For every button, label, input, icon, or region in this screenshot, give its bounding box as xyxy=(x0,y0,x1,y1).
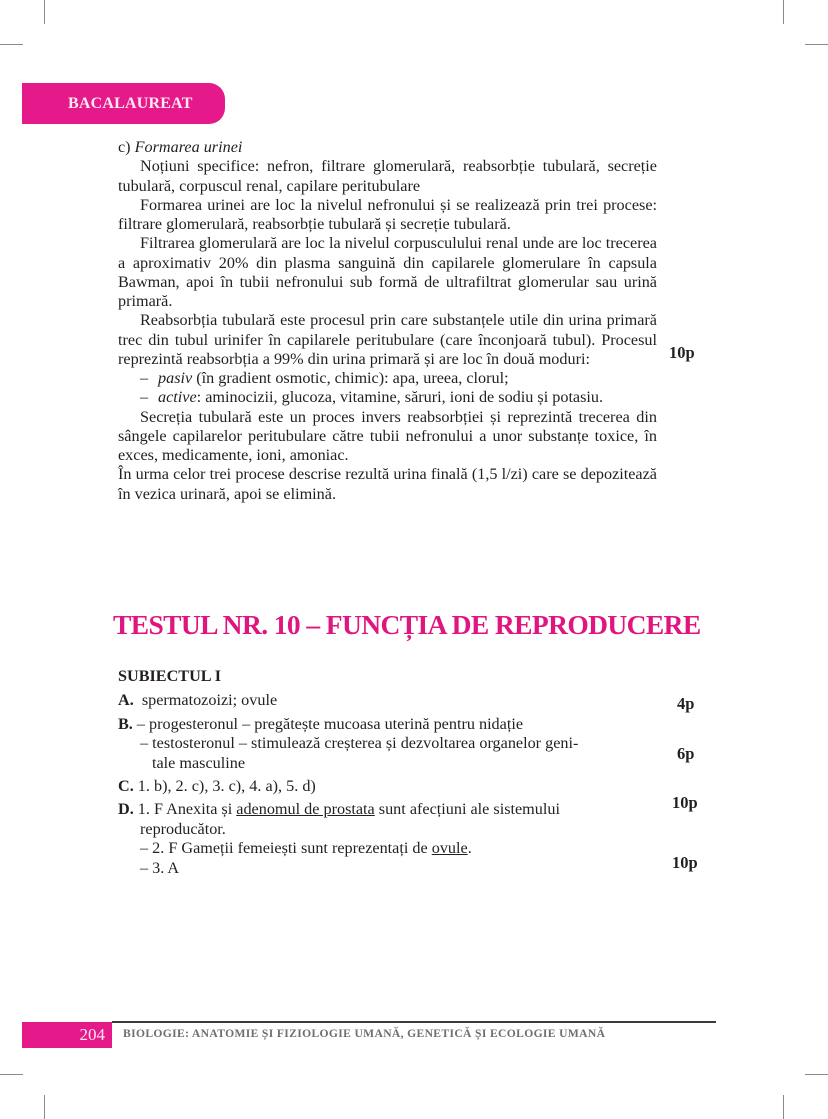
answer-text: – 2. F Gameții femeiești sunt reprezentați de xyxy=(140,839,432,858)
mode-text: (în gradient osmotic, chimic): apa, ureea, clorul; xyxy=(192,369,509,387)
section-title: Formarea urinei xyxy=(134,138,243,156)
crop-mark-bottom-left-h xyxy=(0,1074,23,1075)
paragraph-notions: Noțiuni specifice: nefron, filtrare glomerulară, reabsorbție tubulară, secreție tubulară, corpuscul renal, capilare peritubulare xyxy=(118,157,657,195)
section-label: c) xyxy=(118,138,131,156)
crop-mark-top-left-v xyxy=(44,0,45,24)
mode-term: pasiv xyxy=(158,369,193,387)
points-b: 6p xyxy=(677,744,695,763)
points-section-c: 10p xyxy=(669,343,695,362)
crop-mark-top-left-h xyxy=(0,44,23,45)
crop-mark-bottom-right-h xyxy=(805,1074,828,1075)
mode-term: active xyxy=(158,388,197,407)
answers-block xyxy=(118,667,658,882)
answer-line: – testosteronul – stimulează creșterea și dezvoltarea organelor geni- xyxy=(140,734,579,753)
answer-label: B. xyxy=(118,714,133,733)
banner-label: BACALAUREAT xyxy=(68,94,193,112)
answer-text: . xyxy=(467,839,472,858)
points-a: 4p xyxy=(677,694,695,713)
answer-text: spermatozoizi; ovule xyxy=(141,691,278,710)
answer-label: A. xyxy=(118,691,134,710)
mode-text: : aminocizii, glucoza, vitamine, săruri, ioni de sodiu și potasiu. xyxy=(196,388,604,407)
footer-rule xyxy=(112,1021,716,1023)
answer-text: sunt afecțiuni ale sistemului xyxy=(374,800,560,819)
answer-text: 1. b), 2. c), 3. c), 4. a), 5. d) xyxy=(137,777,316,796)
paragraph-conclusion: În urma celor trei procese descrise rezultă urina finală (1,5 l/zi) care se depozitează în vezica urinară, apoi se elimină. xyxy=(118,465,657,503)
answer-label: C. xyxy=(118,777,134,796)
answer-c xyxy=(118,777,658,796)
subject-heading: SUBIECTUL I xyxy=(118,667,222,685)
paragraph-reabsorption: Reabsorbția tubulară este procesul prin care substanțele utile din urina primară trec din tubul urinifer în capilarele peritubulare (care înconjoară tubul). Procesul reprezintă reabsorbția a 99% din urina primară și are loc în două moduri: xyxy=(118,311,657,368)
dash-bullet: – xyxy=(140,369,149,387)
crop-mark-top-right-h xyxy=(805,44,828,45)
underlined-term: adenomul de prostata xyxy=(236,800,375,819)
points-d: 10p xyxy=(672,853,698,872)
points-c: 10p xyxy=(672,793,698,812)
paragraph-intro: Formarea urinei are loc la nivelul nefronului și se realizează prin trei procese: filtrare glomerulară, reabsorbție tubulară și secreție tubulară. xyxy=(118,195,657,233)
crop-mark-top-right-v xyxy=(783,0,784,24)
answer-line xyxy=(118,839,658,858)
footer-book-title: BIOLOGIE: ANATOMIE ȘI FIZIOLOGIE UMANĂ, GENETICĂ ȘI ECOLOGIE UMANĂ xyxy=(123,1027,606,1040)
section-c-content xyxy=(118,138,657,504)
answer-b xyxy=(118,715,658,773)
answer-text: 1. F Anexita și xyxy=(137,800,237,819)
answer-d xyxy=(118,800,658,878)
answer-a xyxy=(118,691,658,710)
paragraph-filtration: Filtrarea glomerulară are loc la nivelul corpusculului renal unde are loc trecerea a aproximativ 20% din plasma sanguină din capilarele glomerulare în capsula Bawman, apoi în tubii nefronului sub formă de ultrafiltrat glomerular sau urină primară. xyxy=(118,234,657,310)
answer-line: reproducător. xyxy=(140,819,226,838)
answer-line: tale masculine xyxy=(152,753,246,772)
list-item-passive xyxy=(118,369,657,388)
underlined-term: ovule xyxy=(431,839,468,858)
page-number-box xyxy=(22,1022,112,1048)
paragraph-secretion: Secreția tubulară este un proces invers reabsorbției și reprezintă trecerea din sângele capilarelor peritubulare către tubii nefronului a unor substanțe toxice, în exces, medicamente, ioni, amoniac. xyxy=(118,407,657,464)
page-number: 204 xyxy=(79,1025,105,1044)
answer-line: – progesteronul – pregătește mucoasa uterină pentru nidație xyxy=(136,714,524,733)
dash-bullet: – xyxy=(140,388,149,407)
header-banner xyxy=(22,83,225,124)
answer-label: D. xyxy=(118,800,134,819)
crop-mark-bottom-right-v xyxy=(783,1095,784,1119)
answer-line: – 3. A xyxy=(140,858,180,877)
list-item-active xyxy=(118,388,657,407)
test-title: TESTUL NR. 10 – FUNCȚIA DE REPRODUCERE xyxy=(113,609,701,640)
section-heading xyxy=(118,138,657,157)
crop-mark-bottom-left-v xyxy=(44,1095,45,1119)
